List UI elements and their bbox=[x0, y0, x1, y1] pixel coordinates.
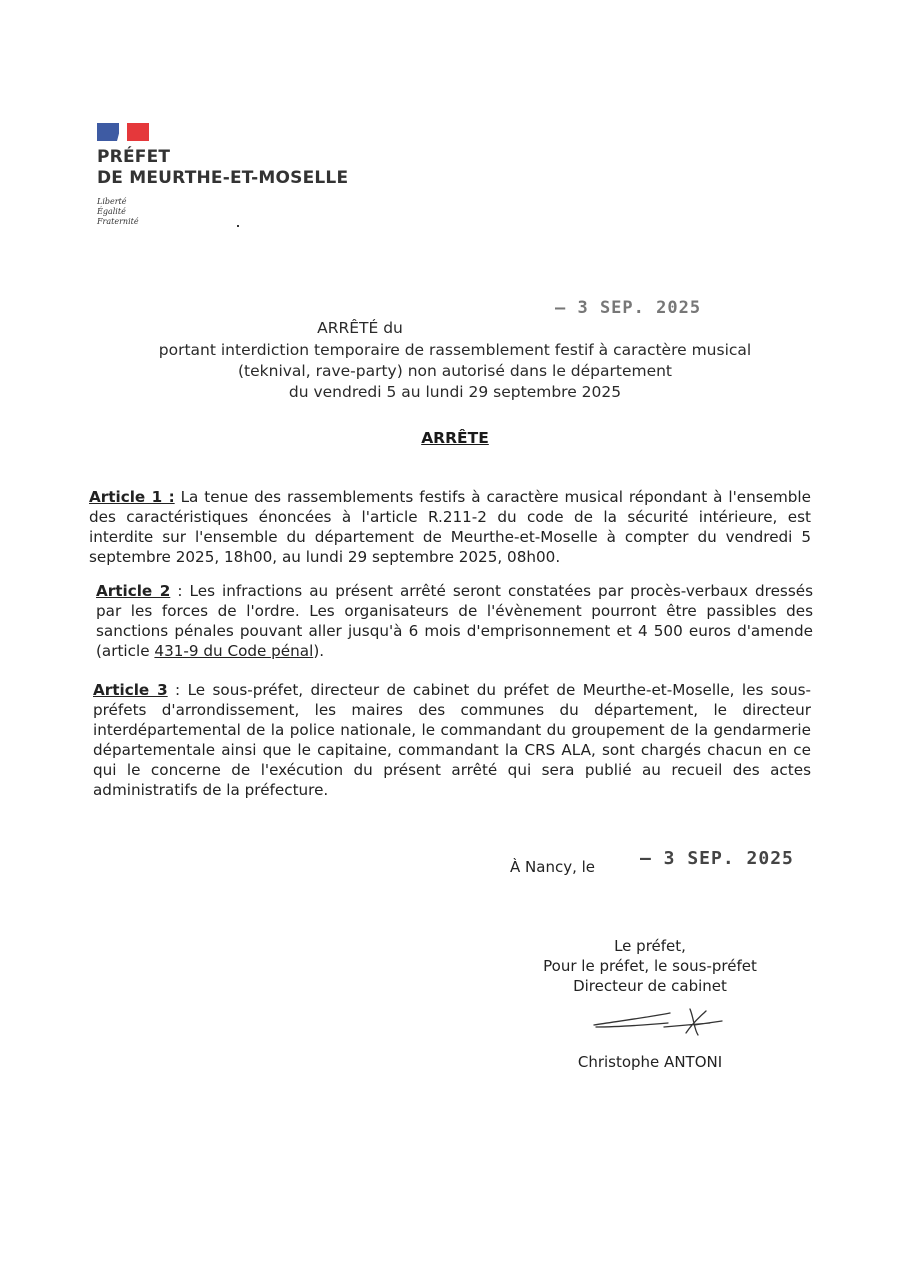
devise-liberte: Liberté bbox=[97, 197, 127, 206]
arrete-du-heading: ARRÊTÉ du bbox=[317, 319, 403, 337]
scan-speck bbox=[237, 225, 239, 227]
place-of-signature: À Nancy, le bbox=[510, 858, 596, 876]
subject-line-1: portant interdiction temporaire de rassemblement festif à caractère musical bbox=[158, 341, 752, 359]
prefecture-logo bbox=[97, 123, 357, 227]
handwritten-signature-icon bbox=[590, 1003, 730, 1037]
article-2-text: : Les infractions au présent arrêté seront constatées par procès-verbaux dressés par les forces de l'ordre. Les organisateurs de l'évènement pourront être passibles des sanctions pénales pouvant aller jusqu'à 6 mois d'emprisonnement et 4 500 euros d'amende (article bbox=[96, 582, 813, 660]
article-3-label: Article 3 bbox=[93, 681, 168, 699]
article-1 bbox=[89, 487, 811, 567]
article-1-text: La tenue des rassemblements festifs à caractère musical répondant à l'ensemble des caractéristiques énoncées à l'article R.211-2 du code de la sécurité intérieure, est interdite sur l'ensemble du département de Meurthe-et-Moselle à compter du vendredi 5 septembre 2025, 18h00, au lundi 29 septembre 2025, 08h00. bbox=[89, 488, 811, 566]
signature-line-1: Le préfet, bbox=[614, 937, 686, 955]
article-2-label: Article 2 bbox=[96, 582, 171, 600]
article-2 bbox=[96, 581, 813, 661]
signature-block bbox=[520, 936, 780, 996]
arrete-title: ARRÊTE bbox=[421, 429, 489, 447]
article-3-text: : Le sous-préfet, directeur de cabinet du préfet de Meurthe-et-Moselle, les sous-préfets d'arrondissement, les maires des communes du département, le directeur interdépartemental de la police nationale, le commandant du groupement de la gendarmerie départementale ainsi que le capitaine, commandant la CRS ALA, sont chargés chacun en ce qui le concerne de l'exécution du présent arrêté qui sera publié au recueil des actes administratifs de la préfecture. bbox=[93, 681, 811, 799]
marianne-flag-icon bbox=[97, 123, 149, 141]
date-stamp-bottom: – 3 SEP. 2025 bbox=[640, 848, 794, 869]
article-3 bbox=[93, 680, 811, 800]
subject-line-3: du vendredi 5 au lundi 29 septembre 2025 bbox=[288, 383, 622, 401]
signer-name: Christophe ANTONI bbox=[577, 1053, 723, 1071]
date-stamp-top: – 3 SEP. 2025 bbox=[555, 298, 702, 318]
article-2-closing: ). bbox=[313, 642, 325, 660]
signature-line-2: Pour le préfet, le sous-préfet bbox=[543, 957, 757, 975]
prefet-title: PRÉFET bbox=[97, 147, 171, 167]
code-penal-reference: 431-9 du Code pénal bbox=[154, 642, 314, 660]
devise-fraternite: Fraternité bbox=[97, 217, 139, 226]
subject-line-2: (teknival, rave-party) non autorisé dans le département bbox=[237, 362, 673, 380]
arrete-subject bbox=[90, 340, 820, 403]
article-1-label: Article 1 : bbox=[89, 488, 175, 506]
department-title: DE MEURTHE-ET-MOSELLE bbox=[97, 168, 349, 188]
signature-line-3: Directeur de cabinet bbox=[573, 977, 727, 995]
devise-egalite: Égalité bbox=[97, 207, 126, 216]
